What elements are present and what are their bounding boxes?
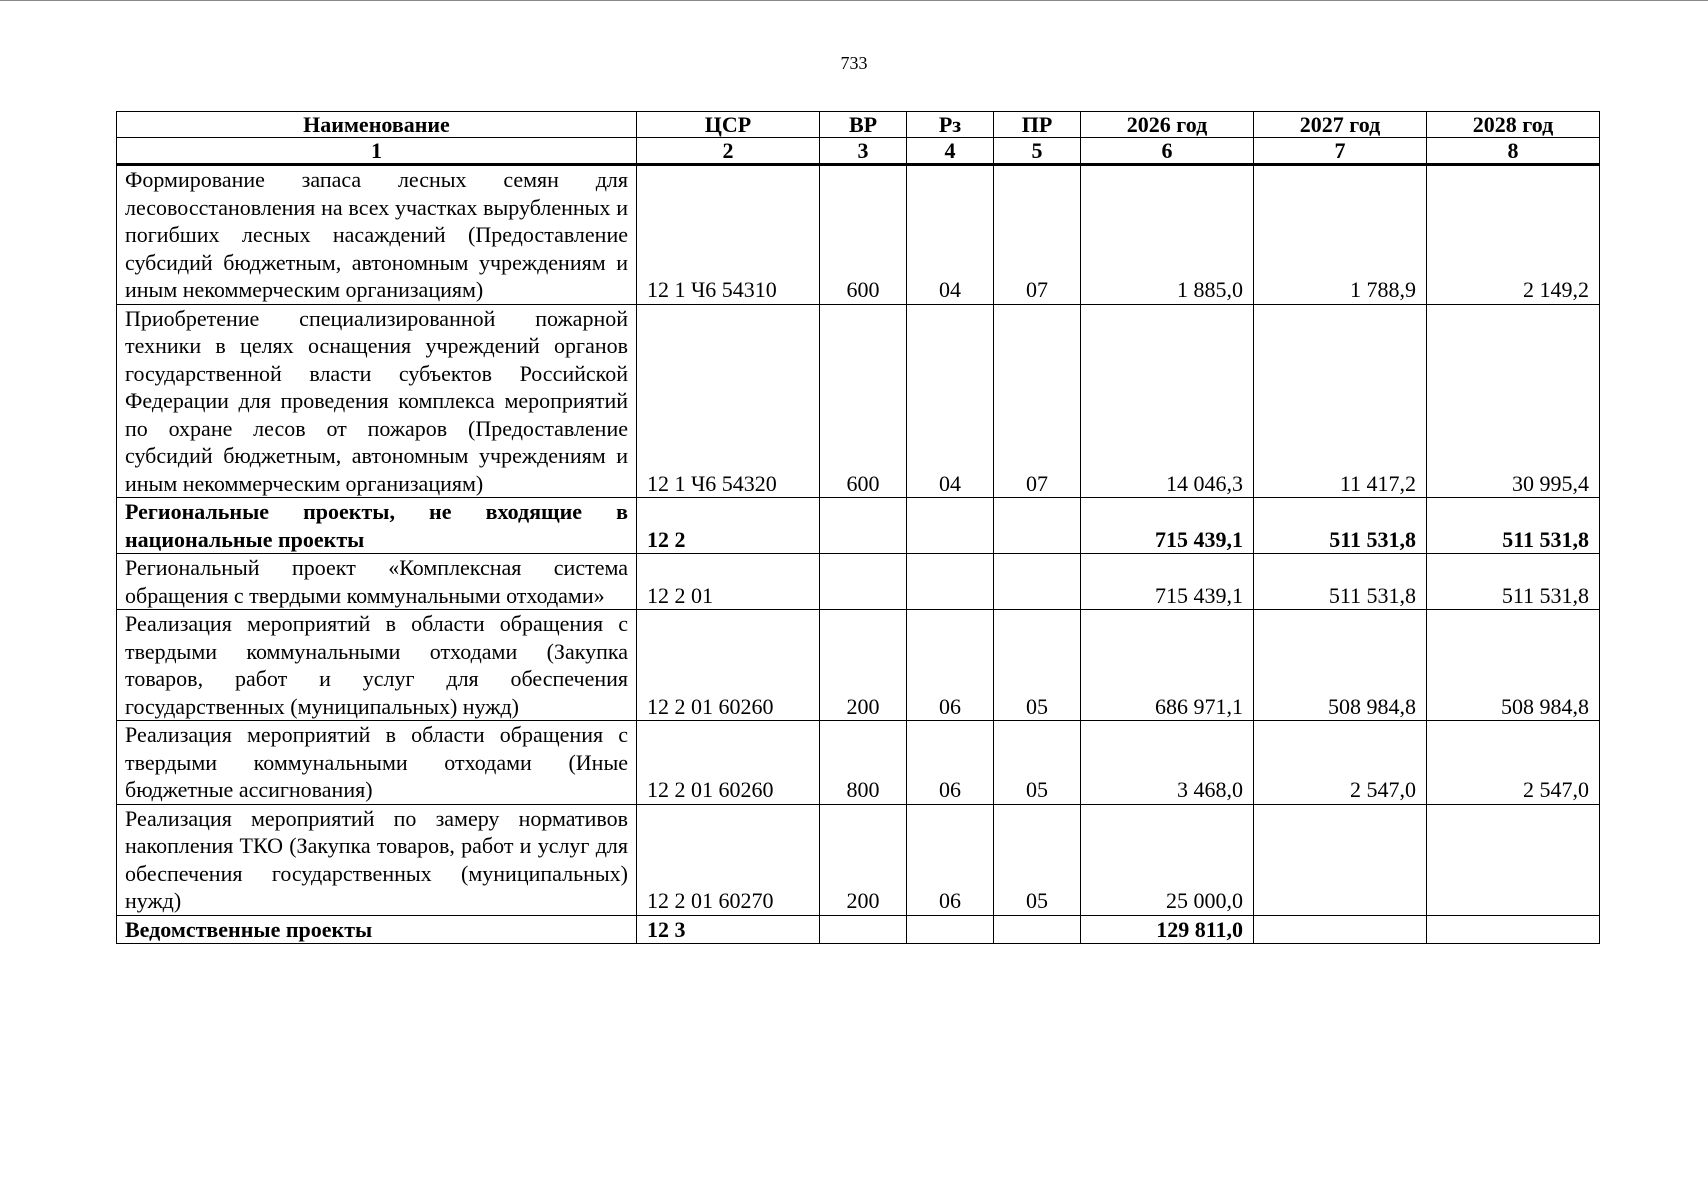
row-name-cell: Ведомственные проекты: [117, 915, 637, 944]
row-vr-cell: [820, 915, 907, 944]
table-row: [117, 721, 1600, 805]
header-2026: 2026 год: [1081, 112, 1254, 138]
row-name-cell: Реализация мероприятий в области обращения с твердыми коммунальными отходами (Закупка товаров, работ и услуг для обеспечения государственных (муниципальных) нужд): [117, 610, 637, 721]
header-pr: ПР: [994, 112, 1081, 138]
row-2028-value: 2 547,0: [1427, 721, 1600, 805]
table-row: [117, 915, 1600, 944]
row-2027-value: 508 984,8: [1254, 610, 1427, 721]
row-2026-value: 715 439,1: [1081, 498, 1254, 554]
budget-table: [116, 111, 1600, 944]
row-vr-cell: 600: [820, 165, 907, 305]
column-number: 7: [1254, 138, 1427, 165]
row-2028-value: 508 984,8: [1427, 610, 1600, 721]
row-2026-value: 129 811,0: [1081, 915, 1254, 944]
row-2026-value: 715 439,1: [1081, 554, 1254, 610]
column-number: 2: [637, 138, 820, 165]
header-rz: Рз: [907, 112, 994, 138]
row-name-cell: Реализация мероприятий в области обращения с твердыми коммунальными отходами (Иные бюджетные ассигнования): [117, 721, 637, 805]
column-number: 4: [907, 138, 994, 165]
top-border-line: [0, 0, 1708, 1]
row-vr-cell: [820, 554, 907, 610]
row-csr-cell: 12 3: [637, 915, 820, 944]
row-vr-cell: [820, 498, 907, 554]
row-csr-cell: 12 2 01 60270: [637, 804, 820, 915]
page-number: 733: [840, 53, 868, 73]
row-name-cell: Формирование запаса лесных семян для лесовосстановления на всех участках вырубленных и погибших лесных насаждений (Предоставление субсидий бюджетным, автономным учреждениям и иным некоммерческим организациям): [117, 165, 637, 305]
row-rz-cell: [907, 915, 994, 944]
column-number: 1: [117, 138, 637, 165]
row-2028-value: [1427, 915, 1600, 944]
row-rz-cell: 06: [907, 610, 994, 721]
row-2027-value: [1254, 804, 1427, 915]
row-2026-value: 686 971,1: [1081, 610, 1254, 721]
column-number-row: [117, 138, 1600, 165]
header-row: [117, 112, 1600, 138]
row-2028-value: [1427, 804, 1600, 915]
row-vr-cell: 200: [820, 804, 907, 915]
row-csr-cell: 12 2 01: [637, 554, 820, 610]
row-pr-cell: 05: [994, 610, 1081, 721]
table-row: [117, 165, 1600, 305]
row-name-cell: Реализация мероприятий по замеру нормативов накопления ТКО (Закупка товаров, работ и услуг для обеспечения государственных (муниципальных) нужд): [117, 804, 637, 915]
header-2028: 2028 год: [1427, 112, 1600, 138]
row-vr-cell: 800: [820, 721, 907, 805]
row-2027-value: 511 531,8: [1254, 554, 1427, 610]
table-row: [117, 498, 1600, 554]
row-name-cell: Приобретение специализированной пожарной техники в целях оснащения учреждений органов государственной власти субъектов Российской Федерации для проведения комплекса мероприятий по охране лесов от пожаров (Предоставление субсидий бюджетным, автономным учреждениям и иным некоммерческим организациям): [117, 304, 637, 498]
row-vr-cell: 200: [820, 610, 907, 721]
row-csr-cell: 12 2: [637, 498, 820, 554]
header-name: Наименование: [117, 112, 637, 138]
column-number: 3: [820, 138, 907, 165]
row-rz-cell: [907, 498, 994, 554]
table-body: [117, 165, 1600, 944]
row-rz-cell: 04: [907, 304, 994, 498]
row-2028-value: 511 531,8: [1427, 554, 1600, 610]
row-pr-cell: 07: [994, 304, 1081, 498]
table-row: [117, 304, 1600, 498]
row-pr-cell: 07: [994, 165, 1081, 305]
row-name-cell: Региональные проекты, не входящие в национальные проекты: [117, 498, 637, 554]
table-row: [117, 804, 1600, 915]
row-csr-cell: 12 2 01 60260: [637, 610, 820, 721]
column-number: 5: [994, 138, 1081, 165]
row-pr-cell: [994, 498, 1081, 554]
row-2027-value: 511 531,8: [1254, 498, 1427, 554]
row-rz-cell: 04: [907, 165, 994, 305]
row-2027-value: [1254, 915, 1427, 944]
row-2027-value: 2 547,0: [1254, 721, 1427, 805]
row-vr-cell: 600: [820, 304, 907, 498]
row-2028-value: 30 995,4: [1427, 304, 1600, 498]
row-name-cell: Региональный проект «Комплексная система обращения с твердыми коммунальными отходами»: [117, 554, 637, 610]
row-csr-cell: 12 2 01 60260: [637, 721, 820, 805]
column-number: 6: [1081, 138, 1254, 165]
header-vr: ВР: [820, 112, 907, 138]
table-row: [117, 610, 1600, 721]
row-2027-value: 11 417,2: [1254, 304, 1427, 498]
row-pr-cell: [994, 915, 1081, 944]
row-csr-cell: 12 1 Ч6 54310: [637, 165, 820, 305]
row-rz-cell: 06: [907, 721, 994, 805]
header-2027: 2027 год: [1254, 112, 1427, 138]
row-pr-cell: 05: [994, 804, 1081, 915]
header-csr: ЦСР: [637, 112, 820, 138]
row-2028-value: 2 149,2: [1427, 165, 1600, 305]
row-csr-cell: 12 1 Ч6 54320: [637, 304, 820, 498]
row-rz-cell: 06: [907, 804, 994, 915]
row-2028-value: 511 531,8: [1427, 498, 1600, 554]
row-2026-value: 14 046,3: [1081, 304, 1254, 498]
row-rz-cell: [907, 554, 994, 610]
row-2026-value: 25 000,0: [1081, 804, 1254, 915]
row-2026-value: 1 885,0: [1081, 165, 1254, 305]
row-2026-value: 3 468,0: [1081, 721, 1254, 805]
table-row: [117, 554, 1600, 610]
row-pr-cell: [994, 554, 1081, 610]
row-pr-cell: 05: [994, 721, 1081, 805]
row-2027-value: 1 788,9: [1254, 165, 1427, 305]
column-number: 8: [1427, 138, 1600, 165]
